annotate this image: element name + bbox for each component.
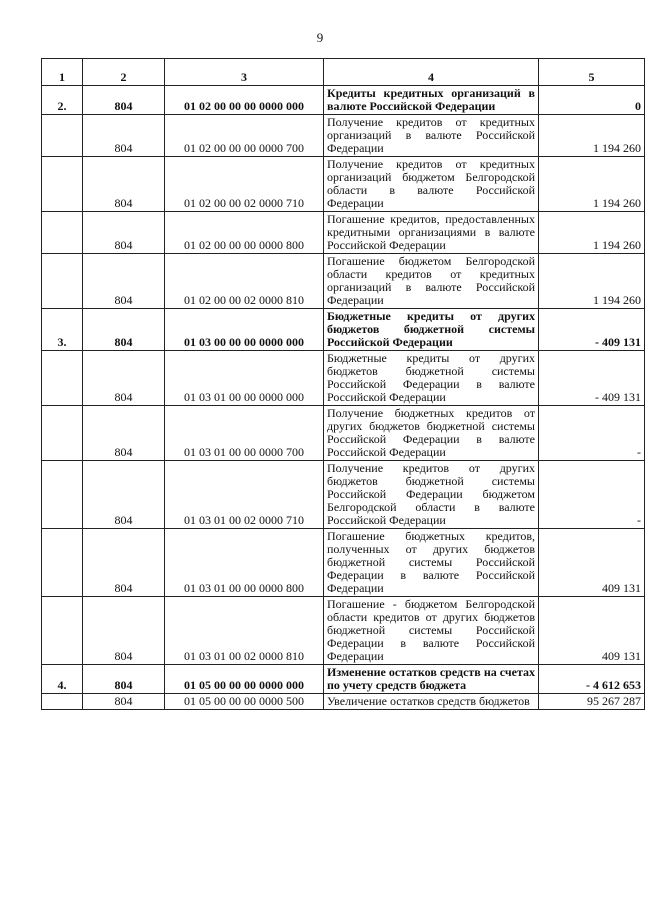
admin-code: 804 [83,694,165,710]
admin-code: 804 [83,529,165,597]
admin-code: 804 [83,254,165,309]
budget-classification-code: 01 02 00 00 00 0000 000 [165,86,324,115]
row-name: Получение бюджетных кредитов от других бюджетов бюджетной системы Российской Федерации в валюте Российской Федерации [324,406,539,461]
row-number [42,351,83,406]
table-row [42,212,645,254]
header-row [42,59,645,86]
header-col-3: 3 [165,59,324,86]
row-number [42,461,83,529]
admin-code: 804 [83,309,165,351]
row-name: Увеличение остатков средств бюджетов [324,694,539,710]
header-col-2: 2 [83,59,165,86]
row-name: Погашение - бюджетом Белгородской области кредитов от других бюджетов бюджетной системы Российской Федерации в валюте Российской Федерации [324,597,539,665]
row-name: Бюджетные кредиты от других бюджетов бюджетной системы Российской Федерации [324,309,539,351]
row-name: Погашение бюджетных кредитов, полученных от других бюджетов бюджетной системы Российской Федерации в валюте Российской Федерации [324,529,539,597]
budget-classification-code: 01 03 01 00 02 0000 810 [165,597,324,665]
row-number: 2. [42,86,83,115]
table-row [42,254,645,309]
row-amount: 1 194 260 [539,254,645,309]
row-amount: - 409 131 [539,351,645,406]
row-name: Получение кредитов от кредитных организаций бюджетом Белгородской области в валюте Российской Федерации [324,157,539,212]
budget-classification-code: 01 03 01 00 00 0000 700 [165,406,324,461]
row-amount: - [539,461,645,529]
table-row [42,157,645,212]
row-amount: - [539,406,645,461]
table-row [42,597,645,665]
row-amount: 409 131 [539,529,645,597]
row-number [42,212,83,254]
table-row [42,115,645,157]
row-number [42,406,83,461]
admin-code: 804 [83,406,165,461]
budget-classification-code: 01 03 01 00 02 0000 710 [165,461,324,529]
budget-classification-code: 01 03 01 00 00 0000 000 [165,351,324,406]
row-number [42,254,83,309]
row-amount: - 409 131 [539,309,645,351]
row-amount: 95 267 287 [539,694,645,710]
row-amount: 1 194 260 [539,157,645,212]
row-amount: 1 194 260 [539,212,645,254]
row-name: Изменение остатков средств на счетах по учету средств бюджета [324,665,539,694]
header-col-1: 1 [42,59,83,86]
row-number [42,115,83,157]
admin-code: 804 [83,86,165,115]
budget-classification-code: 01 03 00 00 00 0000 000 [165,309,324,351]
row-amount: 0 [539,86,645,115]
budget-classification-code: 01 05 00 00 00 0000 000 [165,665,324,694]
row-name: Погашение бюджетом Белгородской области кредитов от кредитных организаций в валюте Российской Федерации [324,254,539,309]
budget-classification-code: 01 02 00 00 02 0000 810 [165,254,324,309]
budget-classification-code: 01 02 00 00 00 0000 700 [165,115,324,157]
row-amount: 409 131 [539,597,645,665]
budget-classification-code: 01 03 01 00 00 0000 800 [165,529,324,597]
budget-classification-code: 01 05 00 00 00 0000 500 [165,694,324,710]
row-name: Погашение кредитов, предоставленных кредитными организациями в валюте Российской Федерации [324,212,539,254]
row-amount: - 4 612 653 [539,665,645,694]
admin-code: 804 [83,351,165,406]
row-number: 3. [42,309,83,351]
budget-sources-table [41,58,645,710]
admin-code: 804 [83,115,165,157]
table-row [42,694,645,710]
admin-code: 804 [83,157,165,212]
budget-classification-code: 01 02 00 00 00 0000 800 [165,212,324,254]
admin-code: 804 [83,212,165,254]
row-name: Получение кредитов от кредитных организаций в валюте Российской Федерации [324,115,539,157]
row-number: 4. [42,665,83,694]
table-row [42,461,645,529]
row-number [42,529,83,597]
row-name: Бюджетные кредиты от других бюджетов бюджетной системы Российской Федерации в валюте Российской Федерации [324,351,539,406]
row-number [42,157,83,212]
table-row [42,406,645,461]
row-amount: 1 194 260 [539,115,645,157]
header-col-5: 5 [539,59,645,86]
row-number [42,694,83,710]
admin-code: 804 [83,597,165,665]
budget-classification-code: 01 02 00 00 02 0000 710 [165,157,324,212]
row-name: Кредиты кредитных организаций в валюте Российской Федерации [324,86,539,115]
table-row [42,351,645,406]
row-name: Получение кредитов от других бюджетов бюджетной системы Российской Федерации бюджетом Белгородской области в валюте Российской Федерации [324,461,539,529]
admin-code: 804 [83,665,165,694]
table-row [42,86,645,115]
header-col-4: 4 [324,59,539,86]
admin-code: 804 [83,461,165,529]
table-row [42,309,645,351]
row-number [42,597,83,665]
page-number: 9 [316,30,324,45]
table-row [42,529,645,597]
table-row [42,665,645,694]
